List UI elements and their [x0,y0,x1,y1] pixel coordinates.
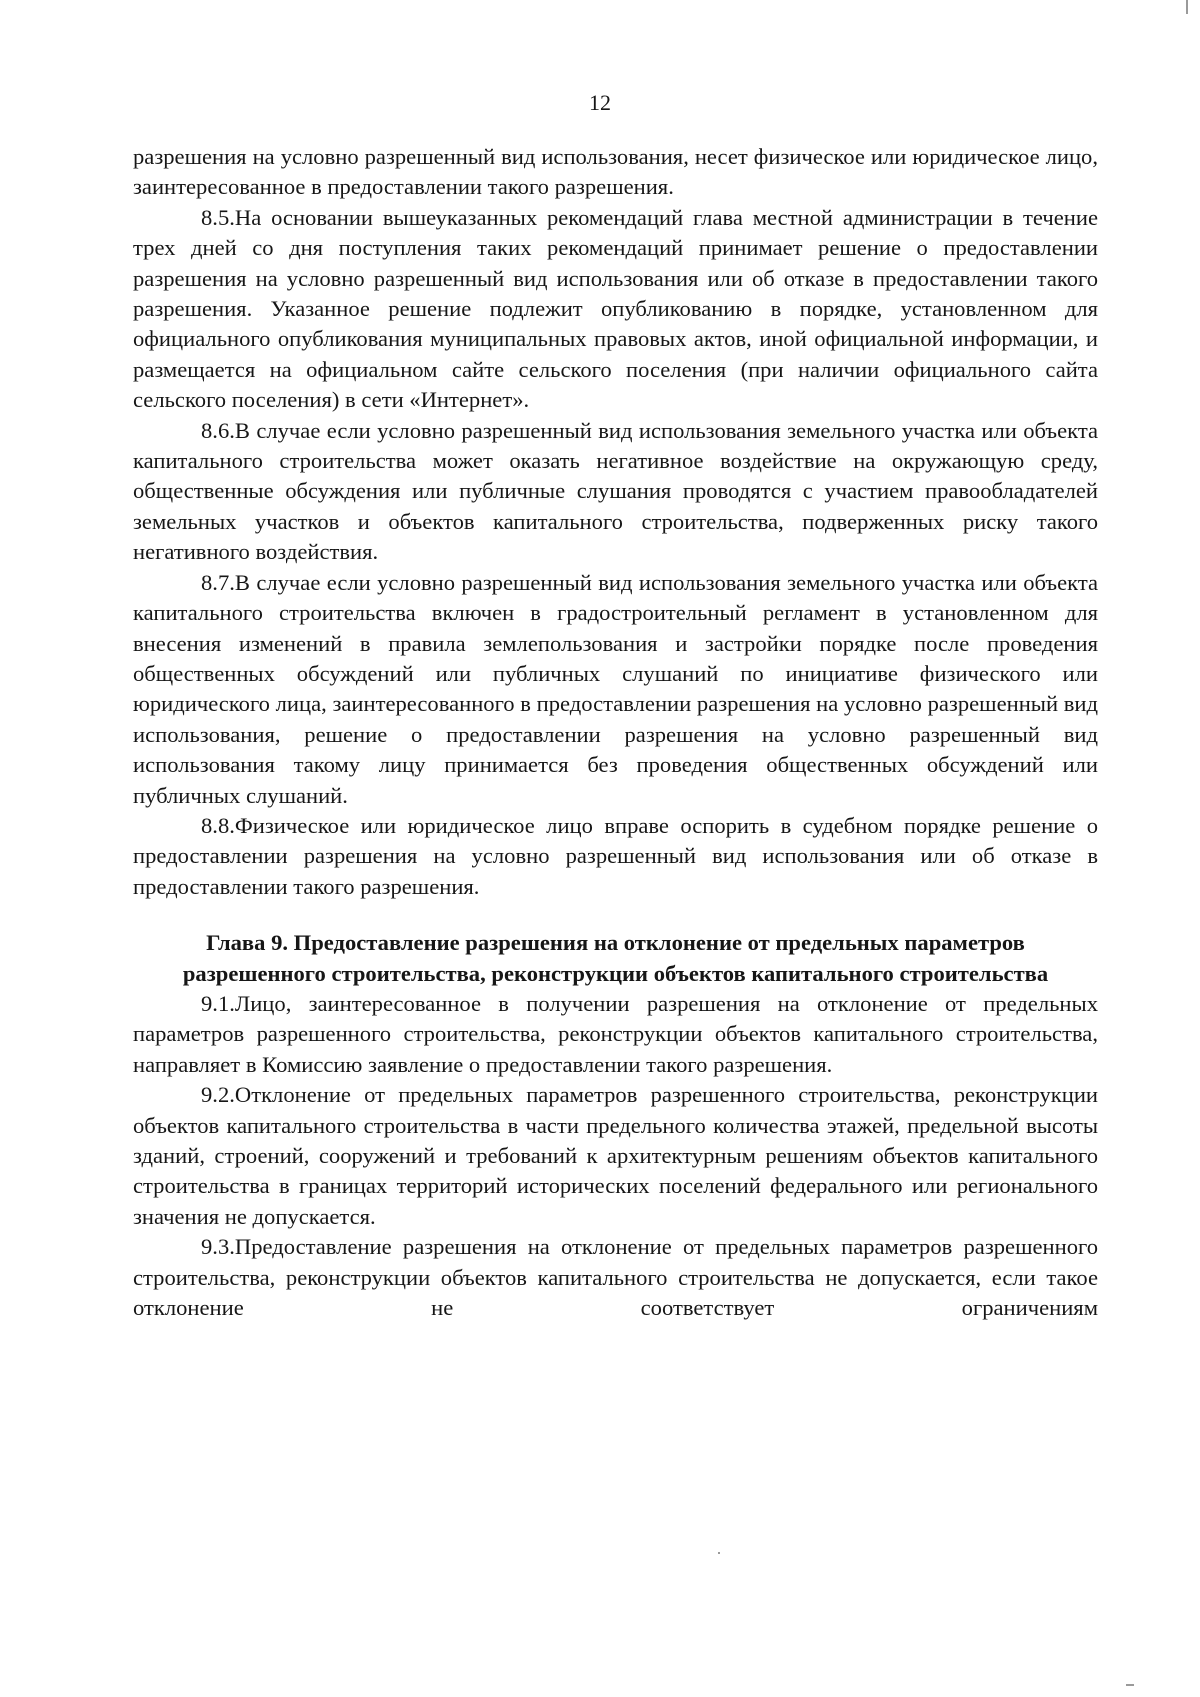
paragraph-9-1: 9.1.Лицо, заинтересованное в получении разрешения на отклонение от предельных параметров разрешенного строительства, реконструкции объектов капитального строительства, направляет в Комиссию заявление о предоставлении такого разрешения. [133,990,1098,1077]
paragraph-8-5: 8.5.На основании вышеуказанных рекомендаций глава местной администрации в течение трех дней со дня поступления таких рекомендаций принимает решение о предоставлении разрешения на условно разрешенный вид использования или об отказе в предоставлении такого разрешения. Указанное решение подлежит опубликованию в порядке, установленном для официального опубликования муниципальных правовых актов, иной официальной информации, и размещается на официальном сайте сельского поселения (при наличии официального сайта сельского поселения) в сети «Интернет». [133,204,1098,413]
paragraph-8-7: 8.7.В случае если условно разрешенный вид использования земельного участка или объекта капитального строительства включен в градостроительный регламент в установленном для внесения изменений в правила землепользования и застройки порядке после проведения общественных обсуждений или публичных слушаний по инициативе физического или юридического лица, заинтересованного в предоставлении разрешения на условно разрешенный вид использования, решение о предоставлении разрешения на условно разрешенный вид использования такому лицу принимается без проведения общественных обсуждений или публичных слушаний. [133,569,1098,808]
page-number: 12 [589,90,611,115]
chapter-9-heading: Глава 9. Предоставление разрешения на отклонение от предельных параметров разрешенного строительства, реконструкции объектов капитального строительства [182,930,1049,986]
paragraph-8-8: 8.8.Физическое или юридическое лицо вправе оспорить в судебном порядке решение о предоставлении разрешения на условно разрешенный вид использования или об отказе в предоставлении такого разрешения. [133,812,1098,899]
paragraph-8-4-continued: разрешения на условно разрешенный вид использования, несет физическое или юридическое лицо, заинтересованное в предоставлении такого разрешения. [133,144,1098,200]
scan-edge-mark-bottom [1126,1684,1134,1686]
paragraph-8-6: 8.6.В случае если условно разрешенный вид использования земельного участка или объекта капитального строительства может оказать негативное воздействие на окружающую среду, общественные обсуждения или публичные слушания проводятся с участием правообладателей земельных участков и объектов капитального строительства, подверженных риску такого негативного воздействия. [133,417,1098,565]
paragraph-9-2: 9.2.Отклонение от предельных параметров разрешенного строительства, реконструкции объектов капитального строительства в части предельного количества этажей, предельной высоты зданий, строений, сооружений и требований к архитектурным решениям объектов капитального строительства в границах территорий исторических поселений федерального или регионального значения не допускается. [133,1082,1098,1229]
scan-center-dot [718,1552,720,1554]
document-body [133,142,1098,1323]
paragraph-9-3: 9.3.Предоставление разрешения на отклонение от предельных параметров разрешенного строительства, реконструкции объектов капитального строительства не допускается, если такое отклонение не соответствует ограничениям [133,1234,1098,1321]
scan-edge-mark-top [1186,0,1188,14]
